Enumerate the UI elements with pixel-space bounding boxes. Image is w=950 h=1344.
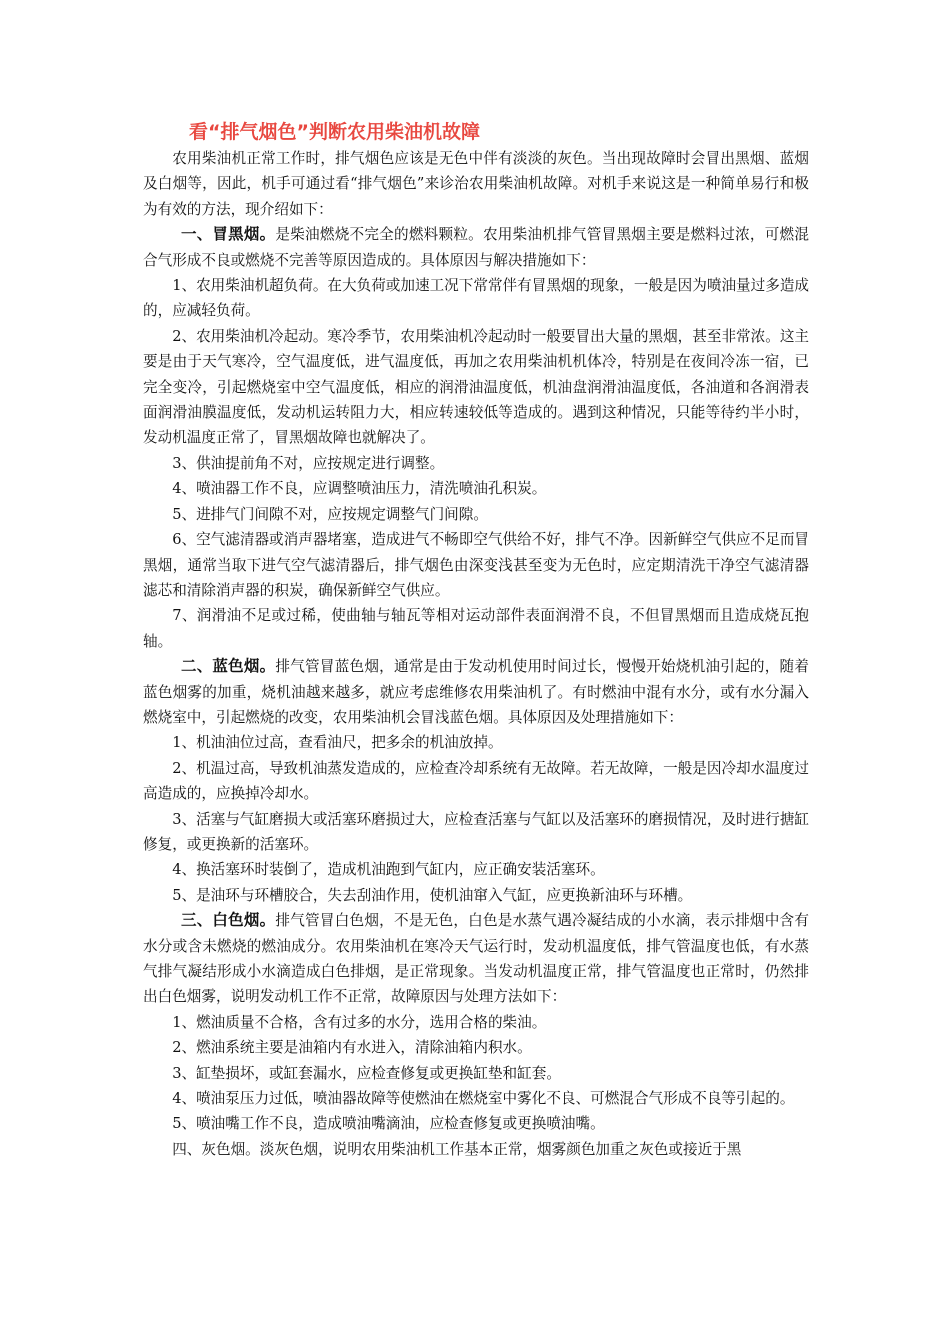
list-item: 2、农用柴油机冷起动。寒冷季节，农用柴油机冷起动时一般要冒出大量的黑烟，甚至非常浓。这主要是由于天气寒冷，空气温度低，进气温度低，再加之农用柴油机机体冷，特别是在夜间冷冻一宿，已完全变冷，引起燃烧室中空气温度低，相应的润滑油温度低，机油盘润滑油温度低，各油道和各润滑表面润滑油膜温度低，发动机运转阻力大，相应转速较低等造成的。遇到这种情况，只能等待约半小时，发动机温度正常了，冒黑烟故障也就解决了。 — [143, 327, 810, 447]
section-black-heading: 一、冒黑烟。 — [180, 225, 276, 244]
section-white-paragraph — [143, 908, 809, 1010]
list-item: 7、润滑油不足或过稀，使曲轴与轴瓦等相对运动部件表面润滑不良，不但冒黑烟而且造成烧瓦抱轴。 — [143, 607, 809, 650]
section-blue-paragraph — [143, 654, 809, 730]
list-item: 4、喷油器工作不良，应调整喷油压力，清洗喷油孔积炭。 — [172, 480, 547, 498]
list-item: 6、空气滤清器或消声器堵塞，造成进气不畅即空气供给不好，排气不净。因新鲜空气供应不足而冒黑烟，通常当取下进气空气滤清器后，排气烟色由深变浅甚至变为无色时，应定期清洗干净空气滤清器滤芯和清除消声器的积炭，确保新鲜空气供应。 — [143, 531, 810, 599]
section-blue-text: 排气管冒蓝色烟，通常是由于发动机使用时间过长，慢慢开始烧机油引起的，随着蓝色烟雾的加重，烧机油越来越多，就应考虑维修农用柴油机了。有时燃油中混有水分，或有水分漏入燃烧室中，引起燃烧的改变，农用柴油机会冒浅蓝色烟。具体原因及处理措施如下： — [143, 658, 809, 726]
list-item: 1、机油油位过高，查看油尺，把多余的机油放掉。 — [172, 734, 503, 752]
list-item: 3、活塞与气缸磨损大或活塞环磨损过大，应检查活塞与气缸以及活塞环的磨损情况，及时进行搪缸修复，或更换新的活塞环。 — [143, 810, 810, 853]
document-title: 看“排气烟色”判断农用柴油机故障 — [189, 121, 480, 143]
list-item: 5、喷油嘴工作不良，造成喷油嘴滴油，应检查修复或更换喷油嘴。 — [172, 1115, 605, 1133]
list-item: 3、供油提前角不对，应按规定进行调整。 — [172, 454, 445, 472]
list-item: 4、换活塞环时装倒了，造成机油跑到气缸内，应正确安装活塞环。 — [172, 861, 605, 879]
list-item: 4、喷油泵压力过低，喷油器故障等使燃油在燃烧室中雾化不良、可燃混合气形成不良等引起的。 — [172, 1090, 795, 1108]
intro-paragraph: 农用柴油机正常工作时，排气烟色应该是无色中伴有淡淡的灰色。当出现故障时会冒出黑烟、蓝烟及白烟等，因此，机手可通过看“排气烟色”来诊治农用柴油机故障。对机手来说这是一种简单易行和极为有效的方法，现介绍如下： — [143, 150, 809, 218]
list-item: 5、进排气门间隙不对，应按规定调整气门间隙。 — [172, 505, 488, 523]
section-white-heading: 三、白色烟。 — [180, 911, 276, 930]
list-item: 2、机温过高，导致机油蒸发造成的，应检查冷却系统有无故障。若无故障，一般是因冷却水温度过高造成的，应换掉冷却水。 — [143, 759, 810, 803]
section-gray-paragraph: 四、灰色烟。淡灰色烟，说明农用柴油机工作基本正常，烟雾颜色加重之灰色或接近于黑 — [172, 1140, 742, 1158]
list-item: 3、缸垫损坏，或缸套漏水，应检查修复或更换缸垫和缸套。 — [172, 1064, 561, 1082]
section-black-paragraph — [143, 222, 809, 273]
list-item: 1、农用柴油机超负荷。在大负荷或加速工况下常常伴有冒黑烟的现象，一般是因为喷油量过多造成的，应减轻负荷。 — [143, 277, 810, 320]
section-blue-heading: 二、蓝色烟。 — [180, 657, 276, 676]
list-item: 1、燃油质量不合格，含有过多的水分，选用合格的柴油。 — [172, 1013, 547, 1031]
list-item: 2、燃油系统主要是油箱内有水进入，清除油箱内积水。 — [172, 1039, 532, 1057]
section-white-text: 排气管冒白色烟，不是无色，白色是水蒸气遇冷凝结成的小水滴，表示排烟中含有水分或含未燃烧的燃油成分。农用柴油机在寒冷天气运行时，发动机温度低，排气管温度也低，有水蒸气排气凝结形成小水滴造成白色排烟，是正常现象。当发动机温度正常，排气管温度也正常时，仍然排出白色烟雾，说明发动机工作不正常，故障原因与处理方法如下： — [143, 912, 809, 1006]
document-page — [143, 118, 809, 1162]
list-item: 5、是油环与环槽胶合，失去刮油作用，使机油窜入气缸，应更换新油环与环槽。 — [172, 886, 693, 904]
section-black-text: 是柴油燃烧不完全的燃料颗粒。农用柴油机排气管冒黑烟主要是燃料过浓，可燃混合气形成不良或燃烧不完善等原因造成的。具体原因与解决措施如下： — [143, 226, 809, 269]
